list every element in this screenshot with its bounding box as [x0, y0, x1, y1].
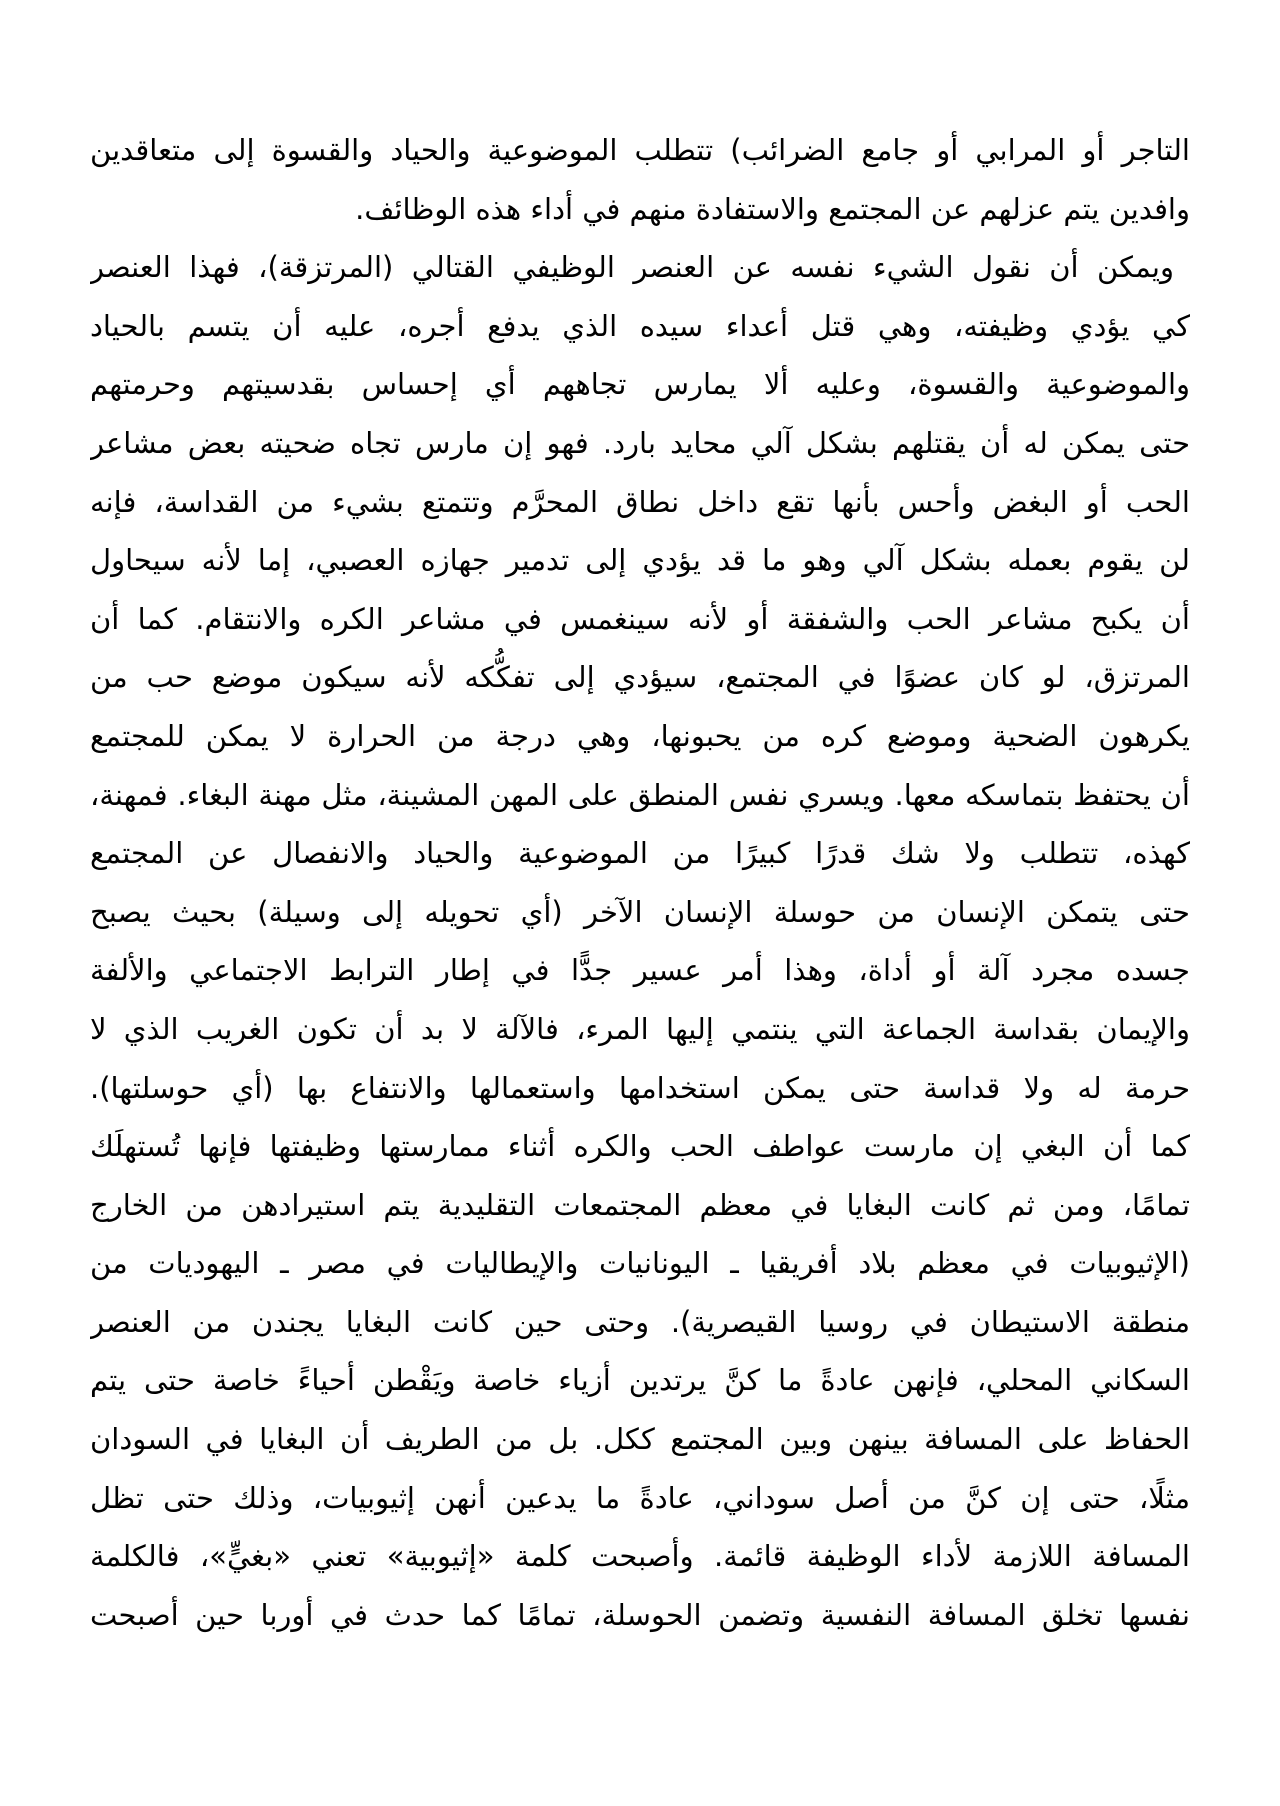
text-line: وافدين يتم عزلهم عن المجتمع والاستفادة منهم في أداء هذه الوظائف.: [355, 191, 1190, 226]
paragraph-2: [90, 238, 1190, 1644]
text-line: تمامًا، ومن ثم كانت البغايا في معظم المجتمعات التقليدية يتم استيرادهن من الخارج: [90, 1187, 1190, 1222]
text-line: مثلًا، حتى إن كنَّ من أصل سوداني، عادةً ما يدعين أنهن إثيوبيات، وذلك حتى تظل: [90, 1480, 1190, 1515]
text-line: كهذه، تتطلب ولا شك قدرًا كبيرًا من الموضوعية والحياد والانفصال عن المجتمع: [90, 836, 1190, 871]
text-line: كما أن البغي إن مارست عواطف الحب والكره أثناء ممارستها وظيفتها فإنها تُستهلَك: [90, 1129, 1190, 1164]
text-line: أن يحتفظ بتماسكه معها. ويسري نفس المنطق على المهن المشينة، مثل مهنة البغاء. فمهنة،: [90, 777, 1190, 812]
text-line: جسده مجرد آلة أو أداة، وهذا أمر عسير جدًّا في إطار الترابط الاجتماعي والألفة: [90, 953, 1190, 988]
text-line: منطقة الاستيطان في روسيا القيصرية). وحتى حين كانت البغايا يجندن من العنصر: [90, 1304, 1190, 1339]
text-line: حتى يتمكن الإنسان من حوسلة الإنسان الآخر (أي تحويله إلى وسيلة) بحيث يصبح: [90, 894, 1190, 929]
text-line: المسافة اللازمة لأداء الوظيفة قائمة. وأصبحت كلمة «إثيوبية» تعني «بغيٍّ»، فالكلمة: [90, 1539, 1190, 1574]
body-text: [90, 121, 1190, 1644]
paragraph-1: [90, 121, 1190, 238]
text-line: حتى يمكن له أن يقتلهم بشكل آلي محايد بارد. فهو إن مارس تجاه ضحيته بعض مشاعر: [90, 425, 1190, 460]
text-line: والإيمان بقداسة الجماعة التي ينتمي إليها المرء، فالآلة لا بد أن تكون الغريب الذي لا: [90, 1011, 1190, 1046]
text-line: حرمة له ولا قداسة حتى يمكن استخدامها واستعمالها والانتفاع بها (أي حوسلتها).: [90, 1070, 1190, 1105]
text-line: يكرهون الضحية وموضع كره من يحبونها، وهي درجة من الحرارة لا يمكن للمجتمع: [90, 718, 1190, 753]
text-line: الحب أو البغض وأحس بأنها تقع داخل نطاق المحرَّم وتتمتع بشيء من القداسة، فإنه: [90, 484, 1190, 519]
text-line: كي يؤدي وظيفته، وهي قتل أعداء سيده الذي يدفع أجره، عليه أن يتسم بالحياد: [90, 308, 1190, 343]
text-line: الحفاظ على المسافة بينهن وبين المجتمع ككل. بل من الطريف أن البغايا في السودان: [90, 1422, 1190, 1457]
text-line: المرتزق، لو كان عضوًا في المجتمع، سيؤدي إلى تفكُّكه لأنه سيكون موضع حب من: [90, 660, 1190, 695]
text-line: لن يقوم بعمله بشكل آلي وهو ما قد يؤدي إلى تدمير جهازه العصبي، إما لأنه سيحاول: [90, 543, 1190, 578]
text-line: السكاني المحلي، فإنهن عادةً ما كنَّ يرتدين أزياء خاصة ويَقْطن أحياءً خاصة حتى يتم: [90, 1363, 1190, 1398]
text-line: والموضوعية والقسوة، وعليه ألا يمارس تجاههم أي إحساس بقدسيتهم وحرمتهم: [90, 367, 1190, 402]
text-line: أن يكبح مشاعر الحب والشفقة أو لأنه سينغمس في مشاعر الكره والانتقام. كما أن: [90, 601, 1190, 636]
text-line: (الإثيوبيات في معظم بلاد أفريقيا ـ اليونانيات والإيطاليات في مصر ـ اليهوديات من: [90, 1246, 1190, 1281]
text-line: التاجر أو المرابي أو جامع الضرائب) تتطلب الموضوعية والحياد والقسوة إلى متعاقدين: [90, 133, 1190, 167]
text-line: ويمكن أن نقول الشيء نفسه عن العنصر الوظيفي القتالي (المرتزقة)، فهذا العنصر: [90, 250, 1174, 285]
text-line: نفسها تخلق المسافة النفسية وتضمن الحوسلة، تمامًا كما حدث في أوربا حين أصبحت: [90, 1597, 1190, 1632]
